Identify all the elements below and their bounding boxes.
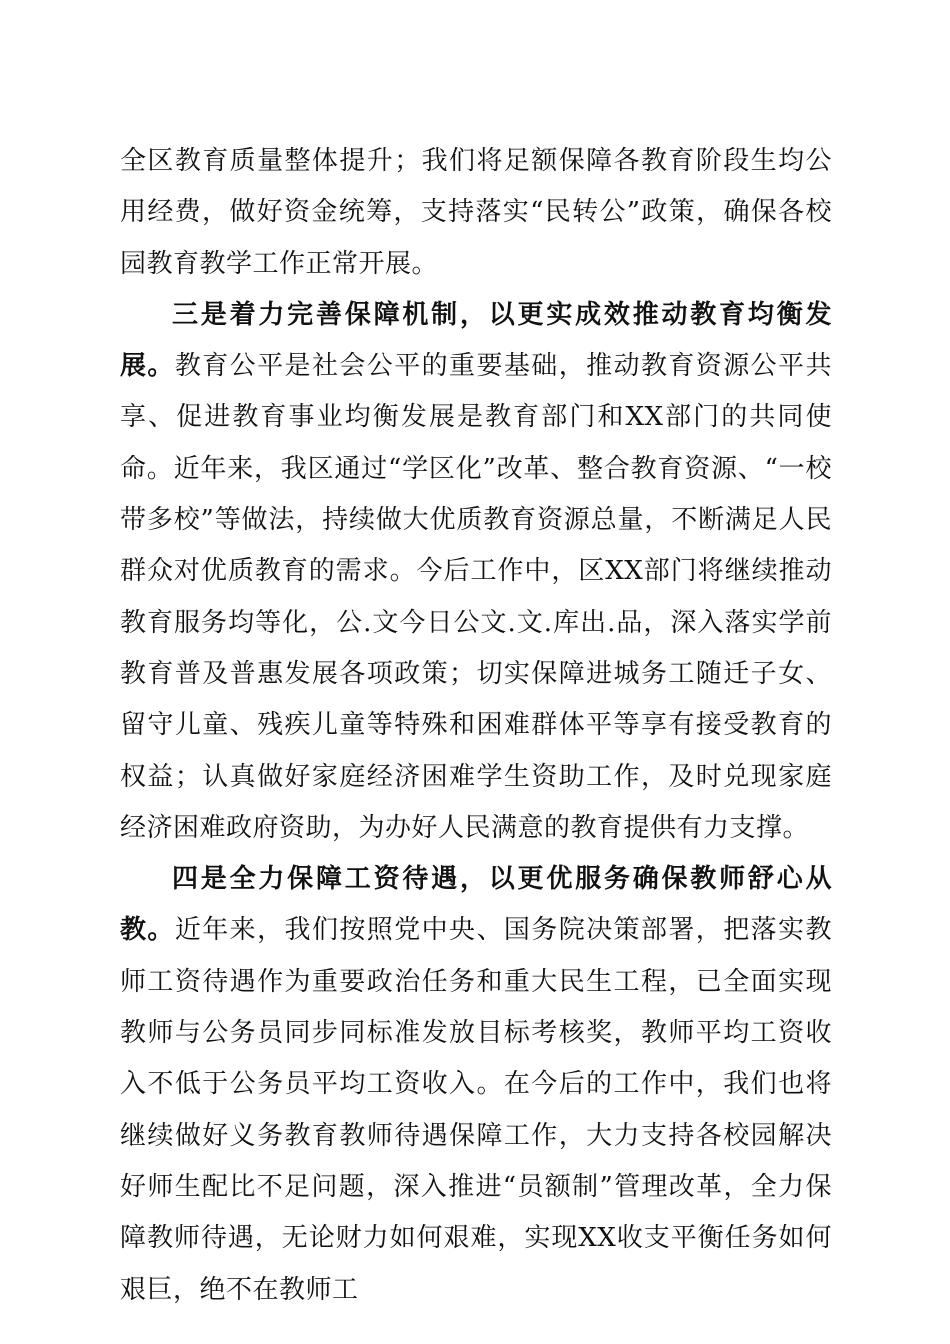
paragraph-three [120,290,832,854]
document-body [120,136,832,1316]
paragraph-four [120,854,832,1316]
paragraph-text: 全区教育质量整体提升；我们将足额保障各教育阶段生均公用经费，做好资金统筹，支持落实“民转公”政策，确保各校园教育教学工作正常开展。 [120,146,832,279]
paragraph-heading: 四是全力保障工资待遇，以更优服务确保教师舒心从教。 [120,864,832,946]
paragraph-heading: 三是着力完善保障机制，以更实成效推动教育均衡发展。 [120,299,832,382]
paragraph-text: 教育公平是社会公平的重要基础，推动教育资源公平共享、促进教育事业均衡发展是教育部门和XX部门的共同使命。近年来，我区通过“学区化”改革、整合教育资源、“一校带多校”等做法，持续做大优质教育资源总量，不断满足人民群众对优质教育的需求。今后工作中，区XX部门将继续推动教育服务均等化，公.文今日公文.文.库出.品，深入落实学前教育普及普惠发展各项政策；切实保障进城务工随迁子女、留守儿童、残疾儿童等特殊和困难群体平等享有接受教育的权益；认真做好家庭经济困难学生资助工作，及时兑现家庭经济困难政府资助，为办好人民满意的教育提供有力支撑。 [120,351,832,843]
paragraph-text: 近年来，我们按照党中央、国务院决策部署，把落实教师工资待遇作为重要政治任务和重大民生工程，已全面实现教师与公务员同步同标准发放目标考核奖，教师平均工资收入不低于公务员平均工资收入。在今后的工作中，我们也将继续做好义务教育教师待遇保障工作，大力支持各校园解决好师生配比不足问题，深入推进“员额制”管理改革，全力保障教师待遇，无论财力如何艰难，实现XX收支平衡任务如何艰巨，绝不在教师工 [120,915,832,1305]
paragraph-continued [120,136,832,290]
